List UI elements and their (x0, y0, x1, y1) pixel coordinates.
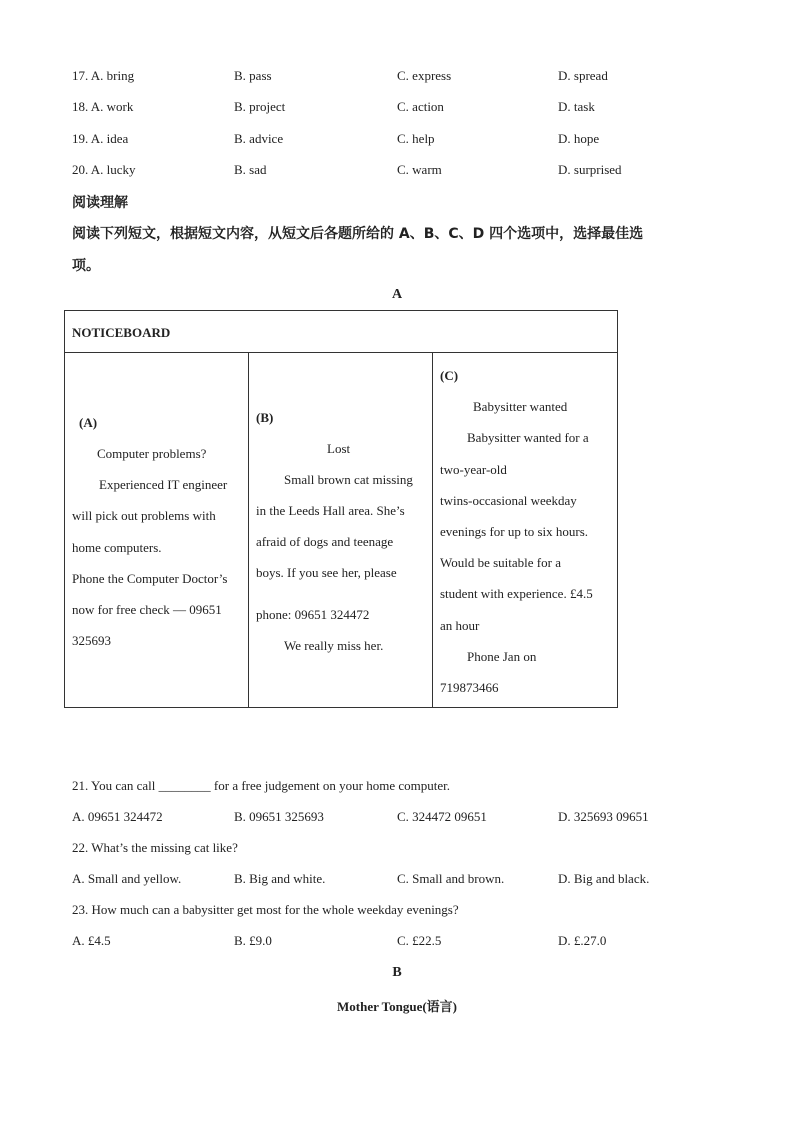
notice-b-line: phone: 09651 324472 (256, 607, 370, 622)
notice-c (433, 353, 617, 707)
option-d: D. surprised (558, 162, 622, 177)
option-c: C. action (397, 99, 444, 114)
notice-c-line: student with experience. £4.5 (440, 586, 593, 601)
notice-c-line: Babysitter wanted (473, 399, 568, 414)
passage-b-title: Mother Tongue(语言) (336, 999, 457, 1014)
option-a: A. 09651 324472 (72, 809, 163, 824)
notice-a-tag: (A) (79, 415, 98, 430)
option-d: D. 325693 09651 (558, 809, 649, 824)
notice-b-line: We really miss her. (284, 638, 384, 653)
option-row-20 (0, 162, 794, 182)
passage-a-label: A (391, 287, 403, 302)
option-a: 20. A. lucky (72, 162, 136, 177)
notice-a-line: now for free check — 09651 (72, 602, 222, 617)
section-title: 阅读理解 (72, 195, 128, 211)
question-21-stem: 21. You can call ________ for a free judgement on your home computer. (72, 778, 450, 793)
notice-b-line: Small brown cat missing (284, 472, 413, 487)
option-d: D. task (558, 99, 595, 114)
instruction-line-1: 阅读下列短文，根据短文内容，从短文后各题所给的 A、B、C、D 四个选项中，选择最佳选 (72, 226, 644, 242)
question-23-stem: 23. How much can a babysitter get most for the whole weekday evenings? (72, 902, 459, 917)
option-b: B. 09651 325693 (234, 809, 324, 824)
option-b: B. Big and white. (234, 871, 326, 886)
notice-b-line: in the Leeds Hall area. She’s (256, 503, 405, 518)
question-22-stem: 22. What’s the missing cat like? (72, 840, 238, 855)
option-row-18 (0, 99, 794, 119)
question-22-options (0, 871, 794, 891)
notice-c-line: Babysitter wanted for a (467, 430, 589, 445)
notice-a-line: will pick out problems with (72, 508, 216, 523)
notice-c-tag: (C) (440, 368, 459, 383)
option-b: B. sad (234, 162, 267, 177)
notice-c-line: twins-occasional weekday (440, 493, 577, 508)
notice-a-line: home computers. (72, 540, 162, 555)
noticeboard-table (64, 310, 618, 708)
option-d: D. spread (558, 68, 608, 83)
notice-b (249, 353, 433, 707)
question-23-options (0, 933, 794, 953)
option-d: D. Big and black. (558, 871, 650, 886)
option-row-17 (0, 68, 794, 88)
option-a: 17. A. bring (72, 68, 135, 83)
passage-b-label: B (392, 965, 402, 980)
notice-c-line: 719873466 (440, 680, 499, 695)
option-c: C. help (397, 131, 435, 146)
option-c: C. 324472 09651 (397, 809, 487, 824)
notice-b-line: afraid of dogs and teenage (256, 534, 394, 549)
notice-a-line: 325693 (72, 633, 111, 648)
option-c: C. Small and brown. (397, 871, 505, 886)
option-c: C. £22.5 (397, 933, 442, 948)
question-21-options (0, 809, 794, 829)
option-b: B. £9.0 (234, 933, 272, 948)
notice-c-line: Would be suitable for a (440, 555, 561, 570)
option-c: C. express (397, 68, 452, 83)
notice-a-line: Computer problems? (97, 446, 207, 461)
noticeboard-title: NOTICEBOARD (72, 325, 171, 340)
notice-b-line: boys. If you see her, please (256, 565, 397, 580)
notice-b-tag: (B) (256, 410, 274, 425)
option-b: B. advice (234, 131, 284, 146)
option-row-19 (0, 131, 794, 151)
option-c: C. warm (397, 162, 442, 177)
option-b: B. pass (234, 68, 272, 83)
notice-c-line: Phone Jan on (467, 649, 537, 664)
option-a: A. £4.5 (72, 933, 111, 948)
option-a: 18. A. work (72, 99, 134, 114)
noticeboard-header (65, 311, 617, 353)
instruction-line-2: 项。 (72, 258, 100, 274)
notice-b-line: Lost (327, 441, 351, 456)
option-b: B. project (234, 99, 286, 114)
option-a: A. Small and yellow. (72, 871, 182, 886)
notice-c-line: an hour (440, 618, 480, 633)
option-a: 19. A. idea (72, 131, 129, 146)
notice-a-line: Phone the Computer Doctor’s (72, 571, 228, 586)
notice-c-line: two-year-old (440, 462, 507, 477)
option-d: D. hope (558, 131, 600, 146)
notice-a (65, 353, 249, 707)
notice-a-line: Experienced IT engineer (99, 477, 228, 492)
option-d: D. £.27.0 (558, 933, 607, 948)
notice-c-line: evenings for up to six hours. (440, 524, 589, 539)
